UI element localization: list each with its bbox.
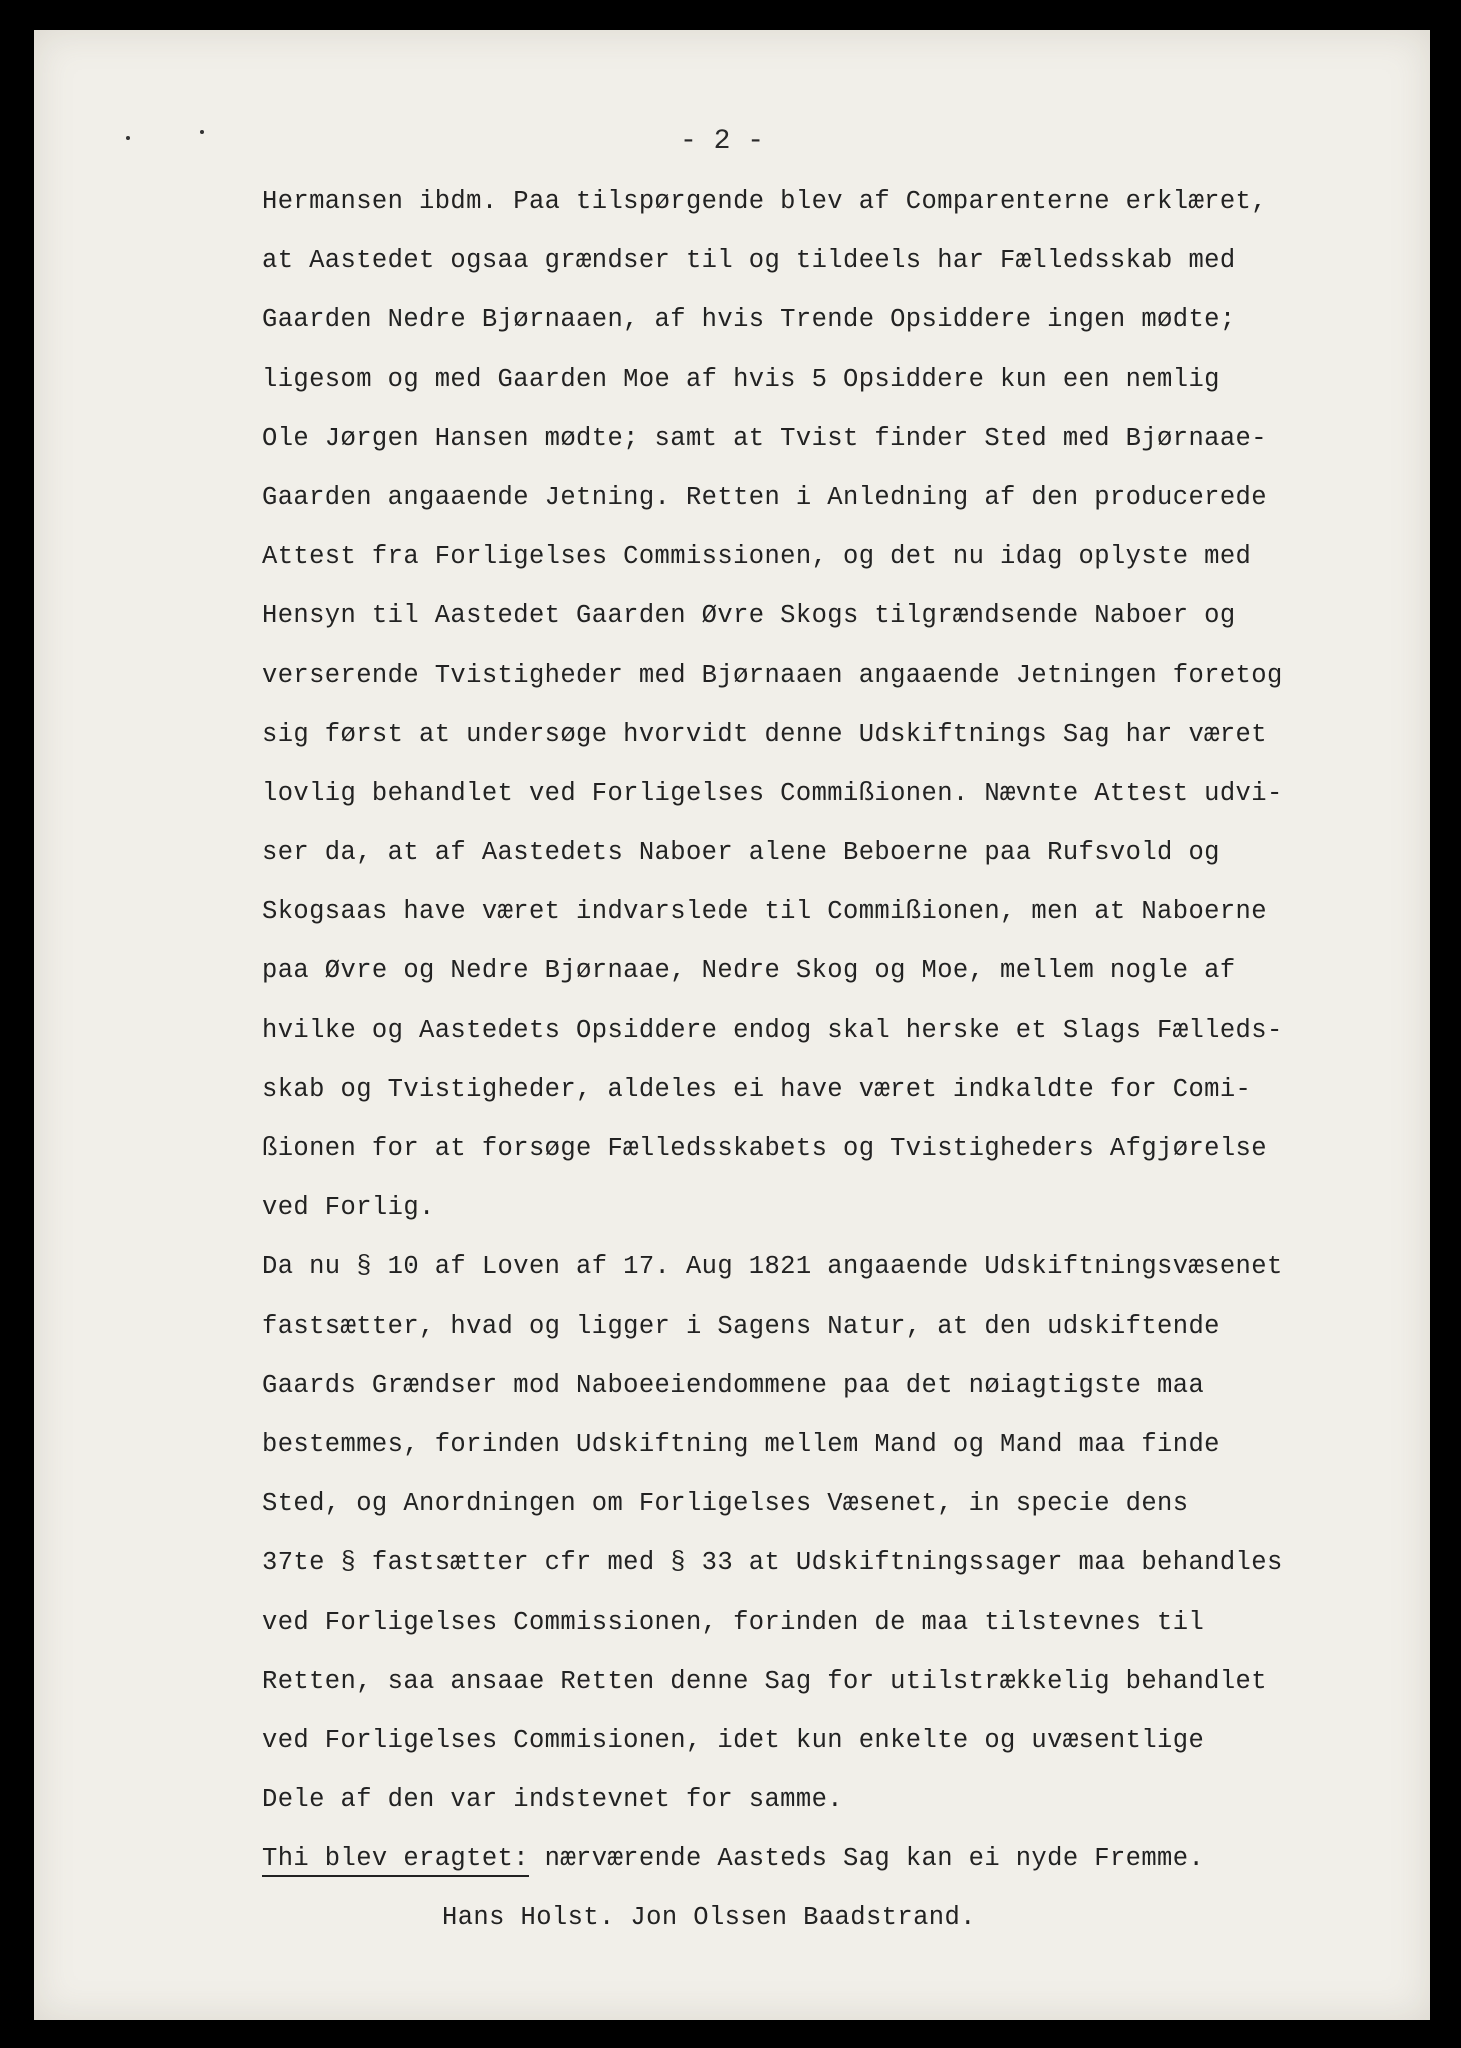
document-body bbox=[262, 172, 1382, 1948]
text-line: hvilke og Aastedets Opsiddere endog skal herske et Slags Fælleds- bbox=[262, 1015, 1283, 1045]
text-line: bestemmes, forinden Udskiftning mellem Mand og Mand maa finde bbox=[262, 1429, 1220, 1459]
text-line: Attest fra Forligelses Commissionen, og det nu idag oplyste med bbox=[262, 542, 1252, 572]
text-line: Sted, og Anordningen om Forligelses Væsenet, in specie dens bbox=[262, 1489, 1189, 1519]
text-line: skab og Tvistigheder, aldeles ei have været indkaldte for Comi- bbox=[262, 1074, 1252, 1104]
text-line: verserende Tvistigheder med Bjørnaaen angaaende Jetningen foretog bbox=[262, 660, 1283, 690]
text-line: Skogsaas have været indvarslede til Commißionen, men at Naboerne bbox=[262, 897, 1267, 927]
text-line: ligesom og med Gaarden Moe af hvis 5 Opsiddere kun een nemlig bbox=[262, 364, 1220, 394]
text-line: Gaarden Nedre Bjørnaaen, af hvis Trende Opsiddere ingen mødte; bbox=[262, 305, 1236, 335]
text-line: fastsætter, hvad og ligger i Sagens Natur, at den udskiftende bbox=[262, 1311, 1220, 1341]
text-line: Retten, saa ansaae Retten denne Sag for utilstrækkelig behandlet bbox=[262, 1666, 1267, 1696]
page-number: - 2 - bbox=[679, 126, 764, 157]
verdict-text: nærværende Aasteds Sag kan ei nyde Fremme. bbox=[528, 1844, 1205, 1874]
text-line: ser da, at af Aastedets Naboer alene Beboerne paa Rufsvold og bbox=[262, 838, 1220, 868]
text-line: ved Forlig. bbox=[262, 1193, 435, 1223]
text-line: lovlig behandlet ved Forligelses Commißionen. Nævnte Attest udvi- bbox=[262, 778, 1283, 808]
text-line: Hermansen ibdm. Paa tilspørgende blev af Comparenterne erklæret, bbox=[262, 187, 1267, 216]
text-line: Hensyn til Aastedet Gaarden Øvre Skogs tilgrændsende Naboer og bbox=[262, 601, 1236, 631]
text-line: Gaarden angaaende Jetning. Retten i Anledning af den producerede bbox=[262, 482, 1267, 512]
verdict-line bbox=[262, 1829, 1382, 1888]
text-line: Gaards Grændser mod Naboeeiendommene paa det nøiagtigste maa bbox=[262, 1370, 1205, 1400]
text-line: sig først at undersøge hvorvidt denne Udskiftnings Sag har været bbox=[262, 719, 1267, 749]
text-line: 37te § fastsætter cfr med § 33 at Udskiftningssager maa behandles bbox=[262, 1548, 1283, 1578]
text-line: ved Forligelses Commisionen, idet kun enkelte og uvæsentlige bbox=[262, 1725, 1205, 1755]
text-line: Dele af den var indstevnet for samme. bbox=[262, 1785, 843, 1815]
text-line: Da nu § 10 af Loven af 17. Aug 1821 angaaende Udskiftningsvæsenet bbox=[262, 1252, 1283, 1282]
text-line: ßionen for at forsøge Fælledsskabets og Tvistigheders Afgjørelse bbox=[262, 1134, 1267, 1163]
text-line: at Aastedet ogsaa grændser til og tildeels har Fælledsskab med bbox=[262, 246, 1236, 276]
text-line: paa Øvre og Nedre Bjørnaae, Nedre Skog og Moe, mellem nogle af bbox=[262, 956, 1236, 986]
signatures: Hans Holst. Jon Olssen Baadstrand. bbox=[442, 1903, 976, 1933]
text-line: Ole Jørgen Hansen mødte; samt at Tvist finder Sted med Bjørnaae- bbox=[262, 423, 1267, 453]
verdict-label: Thi blev eragtet: bbox=[262, 1844, 529, 1877]
text-line: ved Forligelses Commissionen, forinden de maa tilstevnes til bbox=[262, 1607, 1205, 1637]
